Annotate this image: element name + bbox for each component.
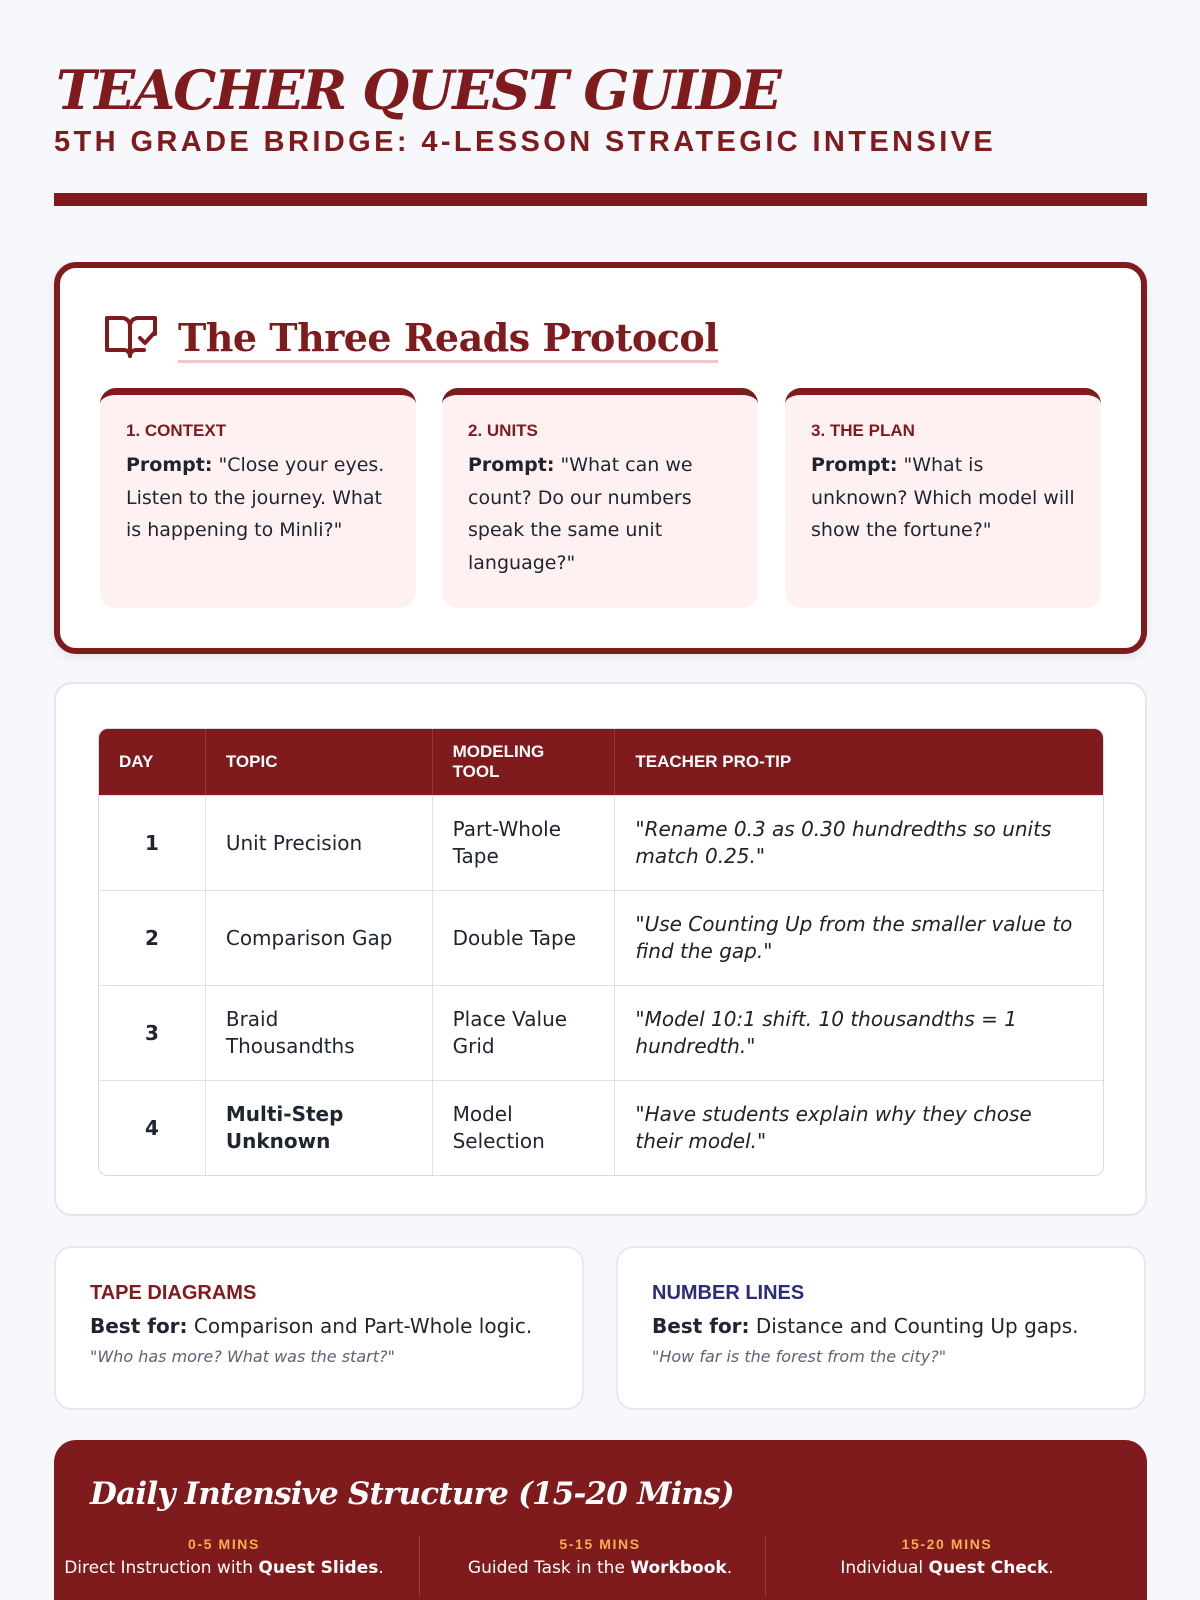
tip-cell: "Have students explain why they chose their model." bbox=[615, 1080, 1103, 1175]
table-header-row bbox=[99, 729, 1103, 795]
three-reads-header bbox=[104, 312, 718, 366]
topic-cell: Comparison Gap bbox=[206, 890, 433, 985]
topic-cell: Unit Precision bbox=[206, 795, 433, 890]
table-row bbox=[99, 985, 1103, 1080]
model-card-tape-diagrams bbox=[54, 1246, 584, 1410]
daily-structure-panel bbox=[54, 1440, 1147, 1600]
column-header-tip: TEACHER PRO-TIP bbox=[615, 729, 1103, 795]
three-reads-card bbox=[54, 262, 1147, 654]
daily-block-text: Guided Task in the Workbook. bbox=[467, 1558, 733, 1578]
column-header-topic: TOPIC bbox=[206, 729, 433, 795]
daily-structure-title: Daily Intensive Structure (15-20 Mins) bbox=[90, 1476, 734, 1512]
read-prompt: Prompt: "What is unknown? Which model will show the fortune?" bbox=[811, 454, 1075, 541]
table-row bbox=[99, 1080, 1103, 1175]
tool-cell: Part-Whole Tape bbox=[433, 795, 616, 890]
day-cell: 1 bbox=[99, 795, 206, 890]
day-cell: 4 bbox=[99, 1080, 206, 1175]
model-label: TAPE DIAGRAMS bbox=[90, 1282, 257, 1304]
day-cell: 2 bbox=[99, 890, 206, 985]
schedule-card bbox=[54, 682, 1147, 1216]
tip-cell: "Rename 0.3 as 0.30 hundredths so units match 0.25." bbox=[615, 795, 1103, 890]
page-subtitle: 5TH GRADE BRIDGE: 4-LESSON STRATEGIC INTENSIVE bbox=[54, 126, 997, 158]
daily-divider bbox=[765, 1536, 766, 1596]
daily-block-time: 0-5 MINS bbox=[188, 1536, 260, 1552]
model-quote: "How far is the forest from the city?" bbox=[652, 1347, 947, 1366]
read-card-context bbox=[100, 388, 416, 608]
daily-block-time: 5-15 MINS bbox=[559, 1536, 641, 1552]
read-label: 1. CONTEXT bbox=[126, 421, 227, 440]
read-label: 2. UNITS bbox=[468, 421, 538, 440]
column-header-day: DAY bbox=[99, 729, 206, 795]
topic-cell: Braid Thousandths bbox=[206, 985, 433, 1080]
topic-cell: Multi-Step Unknown bbox=[206, 1080, 433, 1175]
daily-block-text: Direct Instruction with Quest Slides. bbox=[64, 1558, 384, 1578]
model-card-number-lines bbox=[616, 1246, 1146, 1410]
header-divider bbox=[54, 193, 1147, 206]
column-header-tool: MODELING TOOL bbox=[433, 729, 616, 795]
read-prompt: Prompt: "Close your eyes. Listen to the journey. What is happening to Minli?" bbox=[126, 454, 385, 541]
daily-block-time: 15-20 MINS bbox=[901, 1536, 993, 1552]
tool-cell: Double Tape bbox=[433, 890, 616, 985]
daily-block bbox=[777, 1536, 1117, 1578]
day-cell: 3 bbox=[99, 985, 206, 1080]
read-card-plan bbox=[785, 388, 1101, 608]
tool-cell: Model Selection bbox=[433, 1080, 616, 1175]
book-check-icon bbox=[104, 312, 158, 366]
daily-divider bbox=[419, 1536, 420, 1596]
daily-block bbox=[430, 1536, 770, 1578]
read-label: 3. THE PLAN bbox=[811, 421, 915, 440]
read-prompt: Prompt: "What can we count? Do our numbers speak the same unit language?" bbox=[468, 454, 693, 574]
page-title: TEACHER QUEST GUIDE bbox=[56, 58, 780, 122]
model-best-for: Best for: Comparison and Part-Whole logic. bbox=[90, 1314, 533, 1338]
tip-cell: "Use Counting Up from the smaller value to find the gap." bbox=[615, 890, 1103, 985]
daily-block-text: Individual Quest Check. bbox=[840, 1558, 1054, 1578]
tip-cell: "Model 10:1 shift. 10 thousandths = 1 hundredth." bbox=[615, 985, 1103, 1080]
daily-block bbox=[54, 1536, 394, 1578]
model-label: NUMBER LINES bbox=[652, 1282, 805, 1304]
read-card-units bbox=[442, 388, 758, 608]
schedule-table bbox=[98, 728, 1104, 1176]
tool-cell: Place Value Grid bbox=[433, 985, 616, 1080]
model-quote: "Who has more? What was the start?" bbox=[90, 1347, 395, 1366]
three-reads-title: The Three Reads Protocol bbox=[178, 316, 718, 363]
model-best-for: Best for: Distance and Counting Up gaps. bbox=[652, 1314, 1079, 1338]
table-row bbox=[99, 795, 1103, 890]
table-row bbox=[99, 890, 1103, 985]
